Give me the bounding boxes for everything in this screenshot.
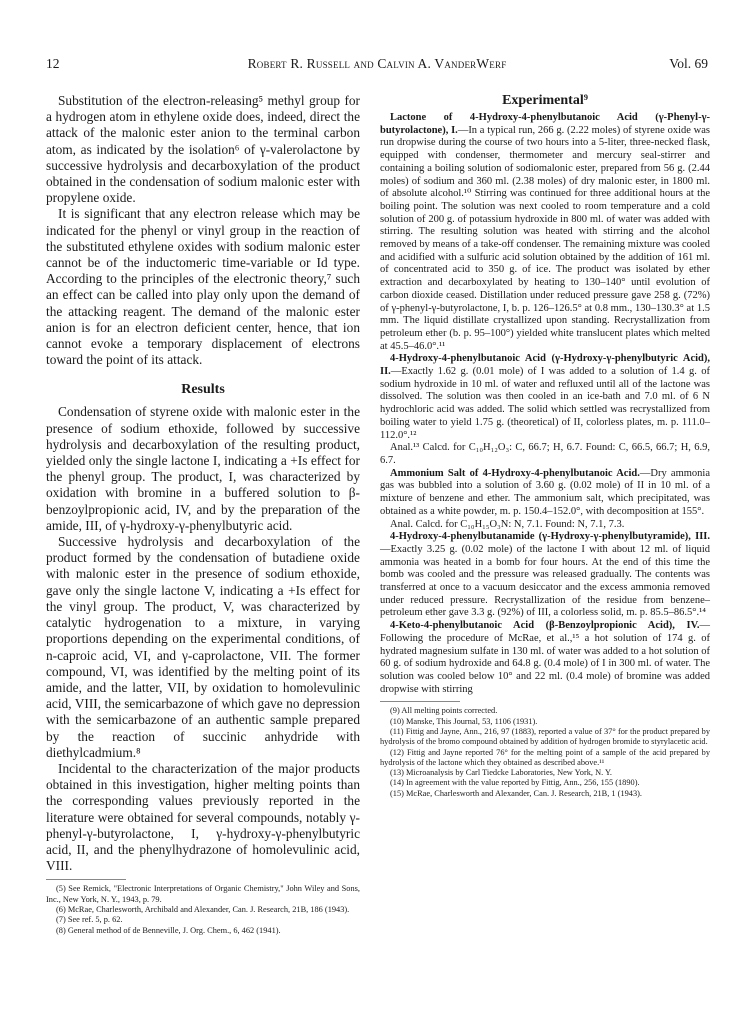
running-header <box>46 56 708 74</box>
procedure-text: —Exactly 3.25 g. (0.02 mole) of the lactone I with about 12 ml. of liquid ammonia was heated in a bomb for four hours. At the end of this time the bomb was cooled and the pressure was released gradually. The contents was transferred at once to a vacuum desiccator and the excess ammonia removed under reduced pressure. Recrystallization of the residue from benzene–petroleum ether gave 3.3 g. (92%) of III, a colorless solid, m. p. 85.5–86.5°.¹⁴ <box>380 543 710 619</box>
procedure-title: Lactone of 4-Hydroxy-4-phenylbutanoic Acid (γ-Phenyl-γ-butyrolactone), I. <box>380 112 710 136</box>
analysis-ammonium-salt: Anal. Calcd. for C₁₀H₁₅O₃N: N, 7.1. Found: N, 7.1, 7.3. <box>390 518 625 530</box>
footnote-14: (14) In agreement with the value reported by Fittig, Ann., 256, 155 (1890). <box>390 778 640 788</box>
footnote-12: (12) Fittig and Jayne reported 76° for the melting point of a sample of the acid prepared by hydrolysis of the lactone which they obtained as described above.¹¹ <box>380 747 710 767</box>
procedure-title: 4-Hydroxy-4-phenylbutanamide (γ-Hydroxy-γ-phenylbutyramide), III. <box>390 531 710 543</box>
procedure-text: —Following the procedure of McRae, et al.,¹⁵ a hot solution of 174 g. of hydrated magnesium sulfate in 130 ml. of water was added to a hot solution of 60 g. of sodium hydroxide and 64.8 g. (0.4 mole) of I in 300 ml. of water. The solution was cooled below 10° and 22 ml. (0.4 mole) of bromine was added dropwise with stirring <box>380 620 710 695</box>
right-column <box>380 93 710 799</box>
footnote-11: (11) Fittig and Jayne, Ann., 216, 97 (1883), reported a value of 37° for the product prepared by hydrolysis of the bromo compound obtained by addition of hydrogen bromide to styrylacetic acid. <box>380 726 710 747</box>
procedure-title: Ammonium Salt of 4-Hydroxy-4-phenylbutanoic Acid. <box>390 467 640 479</box>
procedure-acid-II <box>380 353 710 442</box>
footnote-7: (7) See ref. 5, p. 62. <box>56 915 123 925</box>
running-title-authors: Robert R. Russell and Calvin A. VanderWerf <box>247 56 507 71</box>
results-paragraph-2: Successive hydrolysis and decarboxylation of the product formed by the condensation of butadiene oxide with malonic ester in the presence of sodium ethoxide, gave only the single lactone V, indicating a +Is effect for the vinyl group. The product, V, was characterized by catalytic hydrogenation to a mixture, in varying proportions depending on the experimental conditions, of n-caproic acid, VI, and γ-caprolactone, VII. The former compound, VI, was identified by the melting point of its amide, and the latter, VII, by oxidation to homolevulinic acid, VIII, the semicarbazone of which gave no depression with the semicarbazone of an authentic sample prepared by the reaction of succinic anhydride with diethylcadmium.⁸ <box>46 534 360 760</box>
left-paragraph-2: It is significant that any electron release which may be indicated for the phenyl or vinyl group in the reaction of the substituted ethylene oxides with sodium malonic ester cannot be of the inductomeric time-variable or Id type. According to the principles of the electronic theory,⁷ such an effect can be called into play only upon the demand of the attacking reagent. The demand of the malonic ester anion is for an electron deficient center, hence, that ion cannot evoke a temporary displacement of electrons toward the point of its attack. <box>46 206 360 368</box>
footnote-8: (8) General method of de Benneville, J. Org. Chem., 6, 462 (1941). <box>56 925 281 935</box>
results-paragraph-3: Incidental to the characterization of the major products obtained in this investigation, higher melting points than the corresponding values previously reported in the literature were obtained for several compounds, notably γ-phenyl-γ-butyrolactone, I, γ-hydroxy-γ-phenylbutyric acid, II, and the phenylhydrazone of homolevulinic acid, VIII. <box>46 760 360 874</box>
footnote-6: (6) McRae, Charlesworth, Archibald and Alexander, Can. J. Research, 21B, 186 (1943). <box>56 904 350 914</box>
volume-label: Vol. 69 <box>669 56 708 71</box>
results-heading: Results <box>181 382 225 398</box>
footnote-9: (9) All melting points corrected. <box>390 706 498 716</box>
footnote-rule <box>380 701 460 702</box>
procedure-ammonium-salt <box>380 468 710 519</box>
footnote-rule <box>46 879 126 880</box>
left-column <box>46 93 360 936</box>
procedure-amide-III <box>380 531 710 620</box>
page-number: 12 <box>46 56 60 71</box>
footnote-5: (5) See Remick, "Electronic Interpretations of Organic Chemistry," John Wiley and Sons, Inc., New York, N. Y., 1943, p. 79. <box>46 884 360 904</box>
footnote-15: (15) McRae, Charlesworth and Alexander, Can. J. Research, 21B, 1 (1943). <box>390 788 642 798</box>
footnote-10: (10) Manske, This Journal, 53, 1106 (1931). <box>390 716 538 726</box>
footnote-13: (13) Microanalysis by Carl Tiedcke Laboratories, New York, N. Y. <box>390 768 613 778</box>
procedure-text: —In a typical run, 266 g. (2.22 moles) of styrene oxide was run dropwise during the course of two hours into a 5-liter, three-necked flask, equipped with condenser, thermometer and mercury seal-stirrer and containing a boiling solution of sodiomalonic ester, prepared from 56 g. (2.44 moles) of sodium and 360 ml. (2.38 moles) of dry malonic ester, in 1800 ml. of absolute alcohol.¹⁰ Stirring was continued for three additional hours at the boiling point. The solution was next cooled to room temperature and a cold solution of 200 g. of potassium hydroxide in 800 ml. of water was added with stirring. The resulting solution was heated with stirring and the alcohol removed by means of a take-off condenser. The remaining mixture was cooled and acidified with a sulfuric acid solution obtained by the addition of 161 ml. of concentrated acid to 350 g. of ice. The product was isolated by ether extraction and decarboxylated by heating to 130–140° until evolution of carbon dioxide ceased. Distillation under reduced pressure gave 258 g. (72%) of γ-phenyl-γ-butyrolactone, I, b. p. 126–126.5° at 0.8 mm., 130–130.3° at 1.5 mm. The liquid distillate crystallized upon standing. Recrystallization from petroleum ether (b. p. 95–100°) yielded white translucent plates which melted at 45.5–46.0°.¹¹ <box>380 124 710 352</box>
results-paragraph-1: Condensation of styrene oxide with malonic ester in the presence of sodium ethoxide, followed by successive hydrolysis and decarboxylation of the resulting product, yielded only the single lactone I, indicating a +Is effect for the phenyl group. The product, I, was characterized by oxidation with bromine in a buffered solution to β-benzoylpropionic acid, IV, and by the preparation of the amide, III, of γ-hydroxy-γ-phenylbutyric acid. <box>46 404 360 533</box>
procedure-text: —Dry ammonia gas was bubbled into a solution of 3.60 g. (0.02 mole) of II in 10 ml. of a mixture of benzene and ether. The ammonium salt, which precipitated, was obtained as a white powder, m. p. 150.4–152.0°, with decomposition at 155°. <box>380 467 711 517</box>
procedure-title: 4-Hydroxy-4-phenylbutanoic Acid (γ-Hydroxy-γ-phenylbutyric Acid), II. <box>380 353 710 378</box>
procedure-text: —Exactly 1.62 g. (0.01 mole) of I was added to a solution of 1.4 g. of sodium hydroxide in 10 ml. of water and refluxed until all of the lactone was dissolved. The solution was then cooled in an ice-bath and 7.0 ml. of 6 N hydrochloric acid was added. The solid which settled was recrystallized from boiling water to yield 1.75 g. (theoretical) of II, colorless plates, m. p. 111.0–112.0°.¹² <box>380 366 710 441</box>
analysis-acid-II: Anal.¹³ Calcd. for C₁₀H₁₂O₃: C, 66.7; H, 6.7. Found: C, 66.5, 66.7; H, 6.9, 6.7. <box>380 442 710 466</box>
left-paragraph-1: Substitution of the electron-releasing⁵ methyl group for a hydrogen atom in ethylene oxide does, indeed, direct the attack of the malonic ester anion to the terminal carbon atom, as indicated by the isolation⁶ of γ-valerolactone by successive hydrolysis and decarboxylation of the product obtained in the condensation of sodium malonic ester with propylene oxide. <box>46 93 360 206</box>
experimental-heading: Experimental⁹ <box>502 93 588 108</box>
procedure-lactone-I <box>380 112 710 353</box>
procedure-title: 4-Keto-4-phenylbutanoic Acid (β-Benzoylpropionic Acid), IV. <box>390 620 700 632</box>
procedure-keto-acid-IV <box>380 620 710 696</box>
